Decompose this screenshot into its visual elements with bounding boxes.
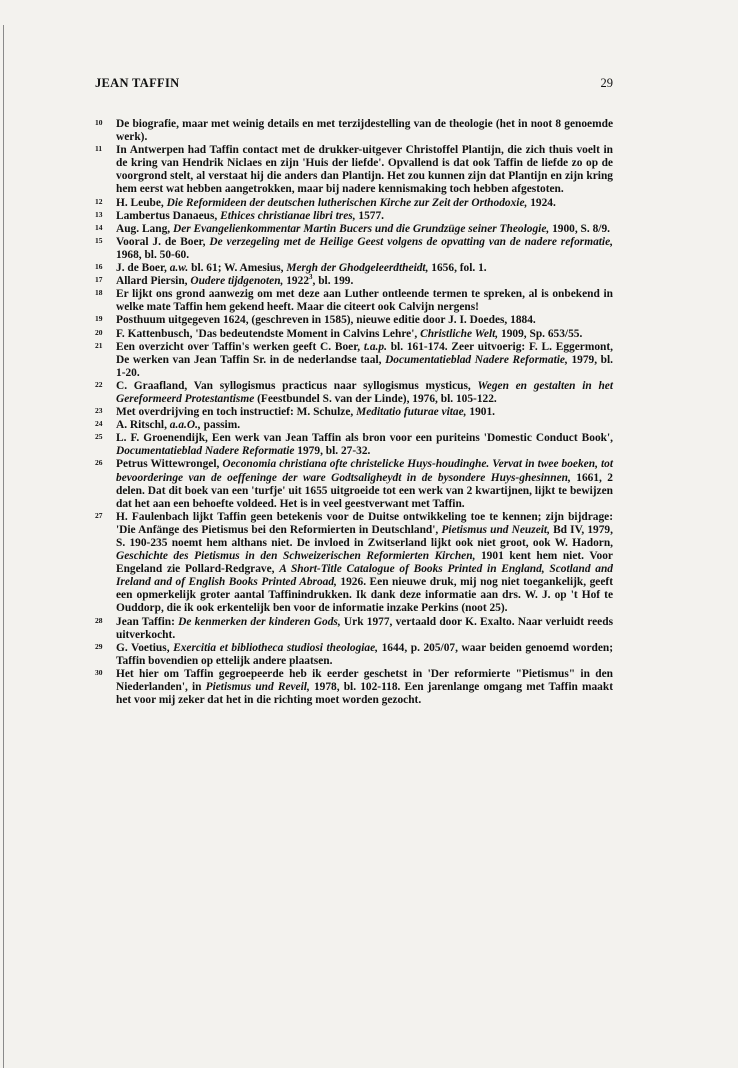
footnote-text xyxy=(116,197,556,209)
footnote-text-segment: A. Ritschl, xyxy=(116,419,170,432)
footnote-title-italic: Documentatieblad Nadere Reformatie xyxy=(116,445,295,458)
footnote-text xyxy=(116,328,582,340)
footnote-text-segment: G. Voetius, xyxy=(116,641,174,654)
footnote-text-segment: In Antwerpen had Taffin contact met de drukker-uitgever Christoffel Plantijn, die zich thuis voelt in de kring van Hendrik Niclaes en zijn 'Huis der liefde'. Opvallend is dat ook Taffin de liefde zo op de voorgrond stelt, al verstaat hij die anders dan Plantijn. Het zou kunnen zijn dat Plantijn en zijn kring hem eerst wat hebben aangetrokken, maar bij nadere kennismaking toch hebben afgestoten. xyxy=(116,144,613,196)
footnote-text-segment: 1979, bl. 27-32. xyxy=(294,445,371,458)
footnote-number: 16 xyxy=(95,262,103,272)
footnote xyxy=(95,197,613,210)
footnote-text xyxy=(116,406,495,418)
footnote-number: 17 xyxy=(95,275,103,285)
footnote-text xyxy=(116,288,613,313)
footnote xyxy=(95,642,613,668)
footnote xyxy=(95,341,613,380)
footnote-text xyxy=(116,511,613,615)
footnote-text-segment: 1922 xyxy=(283,275,310,288)
footnote xyxy=(95,236,613,262)
footnote-text xyxy=(116,275,353,287)
footnote-title-italic: t.a.p. xyxy=(363,340,387,353)
footnote-title-italic: a.w. xyxy=(169,262,189,275)
footnote-number: 23 xyxy=(95,406,103,416)
footnote-text-segment: H. Leube, xyxy=(116,196,167,209)
footnote-title-italic: Pietismus und Reveil, xyxy=(205,681,310,694)
footnotes-list xyxy=(95,118,613,707)
footnote-text-segment: 1924. xyxy=(527,196,556,209)
footnote-text-segment: Vooral J. de Boer, xyxy=(116,235,210,248)
footnote-number: 24 xyxy=(95,419,103,429)
footnote-number: 30 xyxy=(95,667,103,677)
footnote-title-italic: Oeconomia christiana ofte christelicke Huys-houdinghe. Vervat in twee boeken, tot bevoorderinge van de oeffeninge der ware Godtsaligheydt in de bysondere Huys-ghesinnen, xyxy=(116,458,613,484)
footnote-title-italic: Pietismus und Neuzeit, xyxy=(441,523,550,536)
footnote-title-italic: De verzegeling met de Heilige Geest volgens de opvatting van de nadere reformatie, xyxy=(209,235,613,248)
footnote-text xyxy=(116,223,610,235)
footnote-number: 28 xyxy=(95,615,103,625)
footnote-number: 19 xyxy=(95,314,103,324)
footnote-title-italic: Oudere tijdgenoten, xyxy=(190,275,284,288)
footnote-text-segment: Petrus Wittewrongel, xyxy=(116,458,223,471)
footnote-text xyxy=(116,314,536,326)
footnote-title-italic: Ethices christianae libri tres, xyxy=(220,209,356,222)
footnote-title-italic: Geschichte des Pietismus in den Schweizerischen Reformierten Kirchen, xyxy=(116,550,476,563)
running-title: JEAN TAFFIN xyxy=(95,76,180,90)
footnote-title-italic: Der Evangelienkommentar Martin Bucers und die Grundzüge seiner Theologie, xyxy=(172,222,550,235)
footnote-text-segment: Een overzicht over Taffin's werken geeft C. Boer, xyxy=(116,340,364,353)
footnote-text-segment: Bd IV, 1979, S. 190-235 noemt hem althans niet. De invloed in Zwitserland lijkt ook niet groot, ook W. Hadorn, xyxy=(116,523,613,549)
footnote-number: 13 xyxy=(95,209,103,219)
footnote xyxy=(95,223,613,236)
footnote-title-italic: a.a.O., xyxy=(169,419,201,432)
footnote-text xyxy=(116,616,613,641)
footnote-text xyxy=(116,419,240,431)
footnote-number: 27 xyxy=(95,510,103,520)
footnote-text xyxy=(116,236,613,261)
footnote-text-segment: 1900, S. 8/9. xyxy=(549,222,610,235)
footnote-text-segment: 1656, fol. 1. xyxy=(428,262,487,275)
footnote xyxy=(95,458,613,510)
footnote-text-segment: 1661, 2 delen. Dat dit boek van een 'turfje' uit 1655 uitgroeide tot een werk van 2 kwartijnen, lijkt te bewijzen dat het aan een behoefte voldeed. Het is in veel geestverwant met Taffin. xyxy=(116,471,613,510)
footnote-number: 10 xyxy=(95,118,103,127)
footnote-text-segment: (Feestbundel S. van der Linde), 1976, bl. 105-122. xyxy=(254,392,497,405)
footnote-text-segment: F. Kattenbusch, 'Das bedeutendste Moment in Calvins Lehre', xyxy=(116,327,421,340)
footnote-title-italic: Die Reformideen der deutschen lutherischen Kirche zur Zeit der Orthodoxie, xyxy=(166,196,528,209)
footnote xyxy=(95,314,613,327)
footnote-text xyxy=(116,642,613,667)
footnote-text xyxy=(116,341,613,379)
footnote-text xyxy=(116,262,487,274)
footnote-title-italic: Meditatio futurae vitae, xyxy=(356,406,467,419)
footnote-text xyxy=(116,432,613,457)
footnote-text-segment: passim. xyxy=(200,419,241,432)
footnote-title-italic: Exercitia et bibliotheca studiosi theologiae, xyxy=(173,641,379,654)
footnote-number: 14 xyxy=(95,222,103,232)
footnote-text-segment: 1926. Een nieuwe druk, mij nog niet toegankelijk, geeft een opmerkelijk groter aantal Taffinindrukken. Ik dank deze informatie aan drs. W. J. op 't Hof te Ouddorp, die ik ook erkentelijk ben voor de informatie inzake Perkins (noot 25). xyxy=(116,576,613,615)
footnote-text-segment: 1901. xyxy=(466,406,496,419)
footnote-text-segment: 1901 kent hem niet. Voor Engeland zie Pollard-Redgrave, xyxy=(116,550,613,576)
footnote-text-segment: , bl. 199. xyxy=(312,275,354,288)
footnote-text-segment: L. F. Groenendijk, Een werk van Jean Taffin als bron voor een puriteins 'Domestic Conduct Book', xyxy=(116,432,613,445)
footnote-number: 11 xyxy=(95,144,103,154)
footnote-text-segment: Jean Taffin: xyxy=(116,615,179,628)
footnote-text-segment: Allard Piersin, xyxy=(116,275,191,288)
footnote xyxy=(95,511,613,616)
footnote xyxy=(95,144,613,196)
footnote-title-italic: Christliche Welt, xyxy=(420,327,499,340)
footnote-text-segment: 1577. xyxy=(355,209,385,222)
footnote-text-segment: 1968, bl. 50-60. xyxy=(116,248,190,261)
footnote-title-italic: Mergh der Ghodgeleerdtheidt, xyxy=(286,262,429,275)
footnote xyxy=(95,432,613,458)
footnote-number: 26 xyxy=(95,458,103,468)
footnote xyxy=(95,380,613,406)
footnote-text-segment: Er lijkt ons grond aanwezig om met deze aan Luther ontleende termen te spreken, al is onbekend in welke mate Taffin hem gekend heeft. Maar die citeert ook Calvijn nergens! xyxy=(116,288,613,314)
footnote-text xyxy=(116,118,613,143)
footnote xyxy=(95,210,613,223)
footnote xyxy=(95,275,613,288)
footnote-text-segment: bl. 61; W. Amesius, xyxy=(188,262,287,275)
footnote-title-italic: Wegen en gestalten in het Gereformeerd Protestantisme xyxy=(116,379,614,405)
footnote-number: 22 xyxy=(95,379,103,389)
footnote-number: 15 xyxy=(95,235,103,245)
footnote xyxy=(95,406,613,419)
footnote xyxy=(95,288,613,314)
footnote xyxy=(95,262,613,275)
footnote-text-segment: Het hier om Taffin gegroepeerde heb ik eerder geschetst in 'Der reformierte "Pietismus" in den Niederlanden', in xyxy=(116,667,613,694)
footnote-text-segment: 1909, Sp. 653/55. xyxy=(498,327,583,340)
footnote-text xyxy=(116,380,613,405)
footnote-number: 18 xyxy=(95,288,103,298)
footnote-title-italic: Documentatieblad Nadere Reformatie, xyxy=(385,353,568,366)
footnote xyxy=(95,419,613,432)
footnote-text xyxy=(116,144,613,195)
footnote xyxy=(95,668,613,707)
footnote-text-segment: bl. 161-174. Zeer uitvoerig: F. L. Eggermont, De werken van Jean Taffin Sr. in de nederlandse taal, xyxy=(116,340,613,366)
footnote xyxy=(95,616,613,642)
page-number: 29 xyxy=(600,76,613,90)
scan-edge-line xyxy=(3,25,4,1068)
footnote-text-segment: Urk 1977, vertaald door K. Exalto. Naar verluidt reeds uitverkocht. xyxy=(116,615,613,641)
footnote-text-segment: Met overdrijving en toch instructief: M. Schulze, xyxy=(116,406,357,419)
footnote-text-segment: Posthuum uitgegeven 1624, (geschreven in 1585), nieuwe editie door J. I. Doedes, 1884. xyxy=(116,314,536,327)
footnote-text xyxy=(116,458,613,509)
footnote-number: 20 xyxy=(95,327,103,337)
footnote-superscript: 3 xyxy=(309,273,313,282)
page-header xyxy=(95,76,613,94)
footnote-text-segment: 1644, p. 205/07, waar beiden genoemd worden; Taffin bovendien op ettelijk andere plaatsen. xyxy=(116,641,614,667)
footnote-text-segment: Aug. Lang, xyxy=(116,222,173,235)
footnote-number: 25 xyxy=(95,432,103,442)
footnote-text-segment: 1978, bl. 102-118. Een jarenlange omgang met Taffin maakt het voor mij zeker dat het in die richting moet worden gezocht. xyxy=(116,681,613,707)
footnote-title-italic: A Short-Title Catalogue of Books Printed in England, Scotland and Ireland and of English Books Printed Abroad, xyxy=(116,563,613,589)
footnote xyxy=(95,118,613,144)
footnote-text xyxy=(116,210,384,222)
footnote-text-segment: Lambertus Danaeus, xyxy=(116,209,221,222)
footnote-number: 21 xyxy=(95,340,103,350)
footnote-title-italic: De kenmerken der kinderen Gods, xyxy=(178,615,341,628)
footnote-text-segment: H. Faulenbach lijkt Taffin geen betekenis voor de Duitse ontwikkeling toe te kennen; zijn bijdrage: 'Die Anfänge des Pietismus bei den Reformierten in Deutschland', xyxy=(116,510,613,536)
footnote-text xyxy=(116,668,613,706)
footnote-text-segment: C. Graafland, Van syllogismus practicus naar syllogismus mysticus, xyxy=(116,379,478,392)
footnote-number: 12 xyxy=(95,196,103,206)
footnote-text-segment: J. de Boer, xyxy=(116,262,170,275)
footnote-number: 29 xyxy=(95,641,103,651)
footnote xyxy=(95,328,613,341)
footnote-text-segment: 1979, bl. 1-20. xyxy=(116,353,614,379)
footnote-text-segment: De biografie, maar met weinig details en met terzijdestelling van de theologie (het in noot 8 genoemde werk). xyxy=(116,118,613,144)
